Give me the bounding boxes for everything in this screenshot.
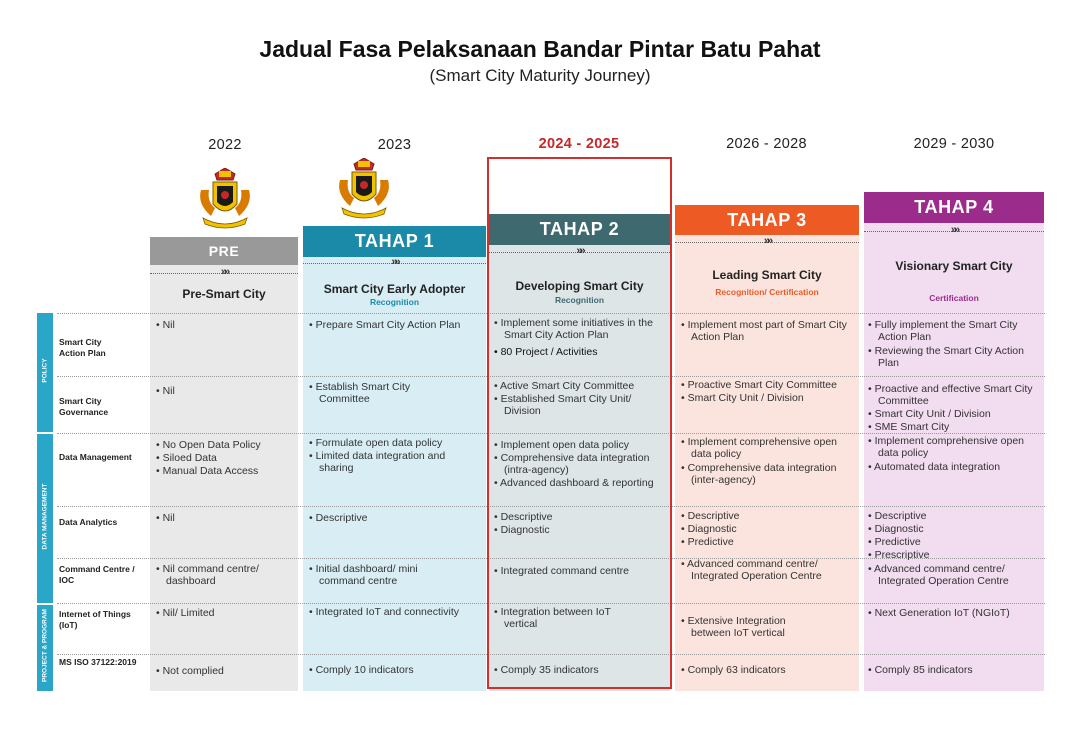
cell-iot-tahap1	[309, 607, 459, 620]
list-item: • Siloed Data	[156, 452, 217, 464]
list-item: • Proactive and effective Smart City Committee	[868, 383, 1033, 407]
list-item: • Predictive	[681, 536, 734, 548]
list-item: • Limited data integration and sharing	[309, 450, 446, 474]
chevron-arrow-icon: »»	[391, 256, 398, 268]
list-item: • Prescriptive	[868, 549, 930, 561]
list-item: • Formulate open data policy	[309, 437, 443, 449]
row-label-iot: Internet of Things (IoT)	[59, 609, 131, 630]
list-item: • Descriptive	[868, 510, 927, 522]
list-item: • Descriptive	[494, 511, 553, 523]
list-item: • Proactive Smart City Committee	[681, 379, 837, 391]
list-item: • Predictive	[868, 536, 921, 548]
list-item: • Descriptive	[681, 510, 740, 522]
list-item: • No Open Data Policy	[156, 439, 261, 451]
list-item: • Initial dashboard/ mini command centre	[309, 563, 418, 587]
list-item: • Established Smart City Unit/ Division	[494, 393, 632, 417]
list-item: • Integrated command centre	[494, 565, 629, 577]
cell-iso-tahap3	[681, 665, 855, 678]
list-item: • Smart City Unit / Division	[681, 392, 804, 404]
year-tahap3: 2026 - 2028	[726, 136, 807, 152]
crest-emblem-icon	[193, 168, 257, 230]
list-item: • Next Generation IoT (NGIoT)	[868, 607, 1010, 619]
list-item: • Implement open data policy	[494, 439, 630, 451]
year-pre: 2022	[208, 137, 242, 153]
chevron-arrow-icon: »»	[950, 224, 958, 236]
list-item: • Establish Smart City Committee	[309, 381, 411, 405]
list-item: • Comply 85 indicators	[868, 664, 973, 676]
crest-emblem-icon	[332, 158, 396, 220]
cell-command-tahap1	[309, 564, 459, 589]
row-label-command-centre: Command Centre / IOC	[59, 564, 135, 585]
list-item: • Comply 10 indicators	[309, 664, 414, 676]
year-tahap4: 2029 - 2030	[913, 136, 995, 152]
header-pre: PRE	[150, 237, 298, 265]
phase-title-tahap4: Visionary Smart City	[895, 259, 1013, 273]
cell-iot-tahap3	[681, 616, 811, 641]
cell-data-mgmt-tahap3	[681, 437, 853, 488]
cell-governance-tahap1	[309, 382, 459, 407]
cell-command-tahap4	[868, 564, 1040, 589]
list-item: • Nil	[156, 319, 175, 331]
phase-sub-tahap1: Recognition	[369, 297, 420, 307]
list-item: • Descriptive	[309, 512, 368, 524]
group-bar-project-program	[37, 605, 53, 691]
phase-sub-tahap3: Recognition/ Certification	[715, 287, 819, 297]
row-label-governance: Smart City Governance	[59, 396, 109, 417]
cell-data-mgmt-tahap1	[309, 438, 481, 476]
group-label-data-management: DATA MANAGEMENT	[41, 483, 49, 550]
list-item: • Active Smart City Committee	[494, 380, 635, 392]
cell-data-mgmt-pre	[156, 440, 296, 479]
group-bar-data-management	[37, 434, 53, 603]
list-item: • Nil	[156, 385, 175, 397]
list-item: • Advanced command centre/ Integrated Operation Centre	[681, 558, 822, 582]
list-item: • Implement some initiatives in the Smart City Action Plan	[494, 317, 653, 341]
cell-command-tahap3	[681, 559, 855, 584]
cell-iso-tahap4	[868, 665, 1040, 678]
row-label-data-management: Data Management	[59, 452, 132, 462]
list-item: • Comprehensive data integration (intra-agency)	[494, 452, 650, 476]
row-label-action-plan: Smart City Action Plan	[59, 337, 106, 358]
list-item: • Comply 35 indicators	[494, 664, 599, 676]
cell-analytics-tahap3	[681, 511, 853, 550]
year-tahap1: 2023	[377, 137, 412, 153]
chevron-arrow-icon: »»	[763, 235, 771, 247]
row-label-data-analytics: Data Analytics	[59, 517, 118, 527]
cell-action-plan-pre	[156, 320, 294, 333]
list-item: • 80 Project / Activities	[494, 346, 598, 358]
cell-analytics-tahap4	[868, 511, 1040, 563]
cell-action-plan-tahap4	[868, 320, 1040, 371]
list-item: • Nil/ Limited	[156, 607, 215, 619]
cell-iot-tahap4	[868, 608, 1040, 621]
page-subtitle: (Smart City Maturity Journey)	[429, 66, 651, 85]
list-item: • Manual Data Access	[156, 465, 259, 477]
header-tahap1: TAHAP 1	[303, 226, 486, 257]
chevron-arrow-icon: »»	[576, 245, 583, 257]
cell-action-plan-tahap3	[681, 320, 855, 345]
list-item: • Automated data integration	[868, 461, 1001, 473]
list-item: • Reviewing the Smart City Action Plan	[868, 345, 1024, 369]
phase-title-tahap2: Developing Smart City	[515, 279, 644, 293]
cell-iso-pre	[156, 666, 294, 679]
list-item: • Nil	[156, 512, 175, 524]
phase-sub-tahap4: Certification	[929, 293, 979, 303]
list-item: • Comply 63 indicators	[681, 664, 786, 676]
list-item: • Diagnostic	[868, 523, 924, 535]
year-tahap2: 2024 - 2025	[538, 136, 620, 152]
page-title: Jadual Fasa Pelaksanaan Bandar Pintar Batu Pahat	[259, 36, 821, 62]
list-item: • SME Smart City	[868, 420, 950, 433]
current-phase-highlight	[487, 157, 672, 689]
cell-command-pre	[156, 564, 294, 589]
header-tahap4: TAHAP 4	[864, 192, 1044, 223]
cell-governance-tahap3	[681, 380, 855, 406]
list-item: • Prepare Smart City Action Plan	[309, 319, 461, 331]
list-item: • Implement comprehensive open data policy	[681, 436, 838, 460]
list-item: • Diagnostic	[681, 523, 737, 535]
cell-governance-pre	[156, 386, 294, 399]
list-item: • Nil command centre/ dashboard	[156, 563, 259, 587]
header-tahap3: TAHAP 3	[675, 205, 859, 235]
cell-data-mgmt-tahap4	[868, 436, 1040, 475]
phase-sub-tahap2: Recognition	[554, 295, 605, 305]
group-bar-policy	[37, 313, 53, 432]
list-item: • Integrated IoT and connectivity	[309, 606, 459, 618]
cell-iot-pre	[156, 608, 294, 621]
cell-iso-tahap1	[309, 665, 481, 678]
cell-analytics-pre	[156, 513, 294, 526]
list-item: • Integration between IoT vertical	[494, 606, 611, 630]
group-label-project-program: PROJECT & PROGRAM	[41, 609, 49, 682]
phase-title-tahap3: Leading Smart City	[712, 268, 822, 282]
header-tahap2: TAHAP 2	[489, 214, 670, 245]
group-label-policy: POLICY	[41, 358, 49, 383]
list-item: • Comprehensive data integration (inter-agency)	[681, 462, 837, 486]
cell-governance-tahap4	[868, 384, 1040, 435]
chevron-arrow-icon: »»	[220, 266, 228, 278]
list-item: • Advanced command centre/ Integrated Operation Centre	[868, 563, 1009, 587]
list-item: • Implement comprehensive open data policy	[868, 435, 1025, 459]
cell-action-plan-tahap1	[309, 320, 481, 333]
list-item: • Not complied	[156, 665, 224, 677]
phase-title-tahap1: Smart City Early Adopter	[323, 282, 466, 296]
list-item: • Fully implement the Smart City Action Plan	[868, 319, 1018, 343]
cell-analytics-tahap1	[309, 513, 481, 526]
phase-title-pre: Pre-Smart City	[182, 287, 266, 301]
list-item: • Smart City Unit / Division	[868, 407, 991, 420]
row-label-iso: MS ISO 37122:2019	[59, 657, 137, 667]
list-item: • Extensive Integration between IoT vertical	[681, 615, 786, 639]
list-item: • Diagnostic	[494, 524, 550, 536]
list-item: • Advanced dashboard & reporting	[494, 476, 654, 489]
list-item: • Implement most part of Smart City Action Plan	[681, 319, 847, 343]
